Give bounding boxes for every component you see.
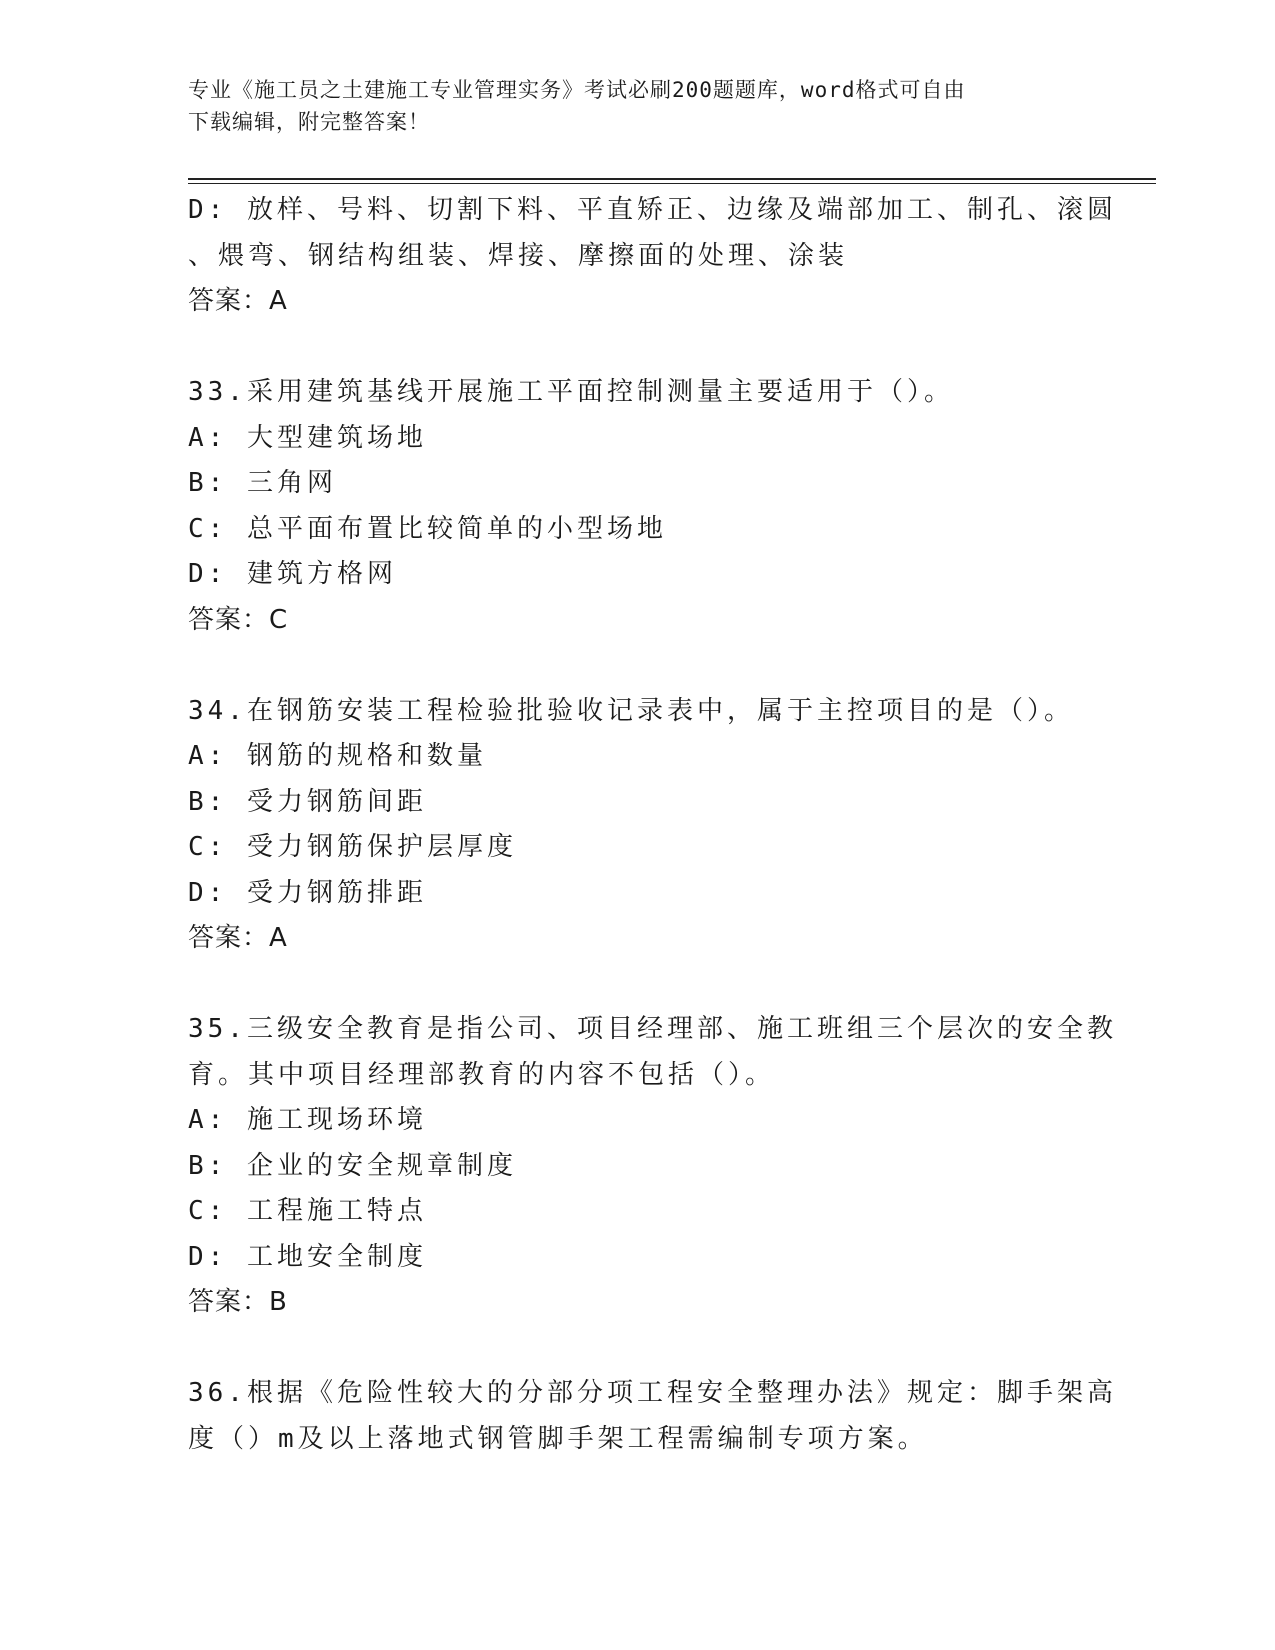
option-b: B: 三角网 [188,468,337,498]
option-d-continued: 、煨弯、钢结构组装、焊接、摩擦面的处理、涂装 [188,240,849,271]
question-stem-continued: 度（）m及以上落地式钢管脚手架工程需编制专项方案。 [188,1423,928,1454]
question-stem: 36.根据《危险性较大的分部分项工程安全整理办法》规定：脚手架高 [188,1378,1117,1408]
header-line-1: 专业《施工员之土建施工专业管理实务》考试必刷200题题库，word格式可自由 [188,78,966,102]
question-stem: 35.三级安全教育是指公司、项目经理部、施工班组三个层次的安全教 [188,1014,1117,1044]
option-d: D: 放样、号料、切割下料、平直矫正、边缘及端部加工、制孔、滚圆 [188,195,1117,225]
question-stem: 33.采用建筑基线开展施工平面控制测量主要适用于（）。 [188,377,954,407]
option-a: A: 施工现场环境 [188,1105,427,1135]
option-b: B: 受力钢筋间距 [188,786,427,817]
question-34 [188,689,1088,962]
answer-line: 答案：B [188,1287,288,1317]
header-divider-thin [188,183,1156,184]
option-a: A: 大型建筑场地 [188,422,427,453]
option-d: D: 工地安全制度 [188,1241,427,1272]
option-b: B: 企业的安全规章制度 [188,1150,517,1181]
question-35 [188,1007,1117,1326]
header-divider-thick [188,178,1156,180]
question-33 [188,370,1088,643]
option-a: A: 钢筋的规格和数量 [188,741,487,771]
option-c: C: 受力钢筋保护层厚度 [188,832,517,862]
spacer [188,962,1088,1008]
document-header [188,74,1088,138]
question-stem-continued: 育。其中项目经理部教育的内容不包括（）。 [188,1059,776,1090]
option-c: C: 工程施工特点 [188,1196,427,1226]
option-d: D: 受力钢筋排距 [188,877,427,908]
option-c: C: 总平面布置比较简单的小型场地 [188,513,667,544]
question-36 [188,1371,1117,1462]
answer-line: 答案：C [188,604,289,635]
question-fragment [188,188,1117,325]
answer-line: 答案：A [188,286,288,316]
spacer [188,325,1088,371]
spacer [188,643,1088,689]
option-d: D: 建筑方格网 [188,559,397,589]
header-line-2: 下载编辑，附完整答案！ [188,110,430,134]
document-body [188,188,1117,1462]
answer-line: 答案：A [188,923,288,953]
question-stem: 34.在钢筋安装工程检验批验收记录表中，属于主控项目的是（）。 [188,695,1074,726]
spacer [188,1326,1088,1372]
